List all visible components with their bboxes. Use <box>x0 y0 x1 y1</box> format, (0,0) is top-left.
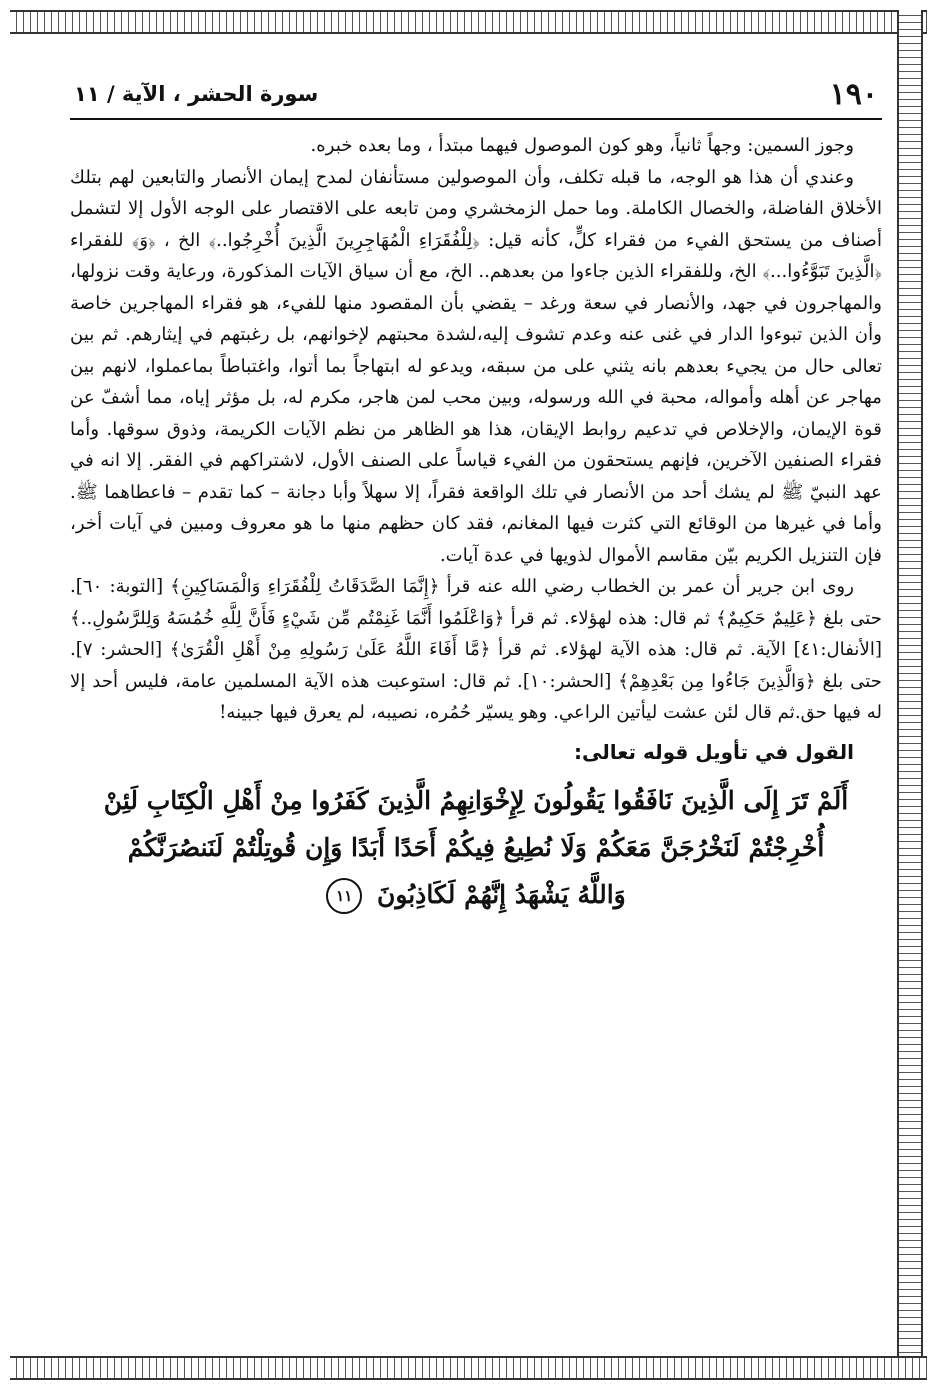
section-heading: القول في تأويل قوله تعالى: <box>574 739 854 764</box>
page-border-right <box>897 10 923 1380</box>
page-header <box>70 70 882 120</box>
page-border-top <box>10 10 927 34</box>
page-number: ١٩٠ <box>829 76 878 112</box>
body-text <box>70 130 882 729</box>
running-title: سورة الحشر ، الآية / ١١ <box>74 82 319 106</box>
quran-verse <box>70 777 882 918</box>
page-border-bottom <box>10 1356 927 1380</box>
verse-line: أُخْرِجْتُمْ لَنَخْرُجَنَّ مَعَكُمْ وَلَا نُطِيعُ فِيكُمْ أَحَدًا أَبَدًا وَإِن قُوتِلْتُمْ لَنَنصُرَنَّكُمْ <box>127 832 825 862</box>
verse-line: أَلَمْ تَرَ إِلَى الَّذِينَ نَافَقُوا يَقُولُونَ لِإِخْوَانِهِمُ الَّذِينَ كَفَرُوا مِنْ أَهْلِ الْكِتَابِ لَئِنْ <box>103 785 849 815</box>
book-page <box>70 70 882 918</box>
paragraph: وجوز السمين: وجهاً ثانياً، وهو كون الموصول فيهما مبتدأ ، وما بعده خبره. <box>310 135 854 156</box>
paragraph: وعندي أن هذا هو الوجه، ما قبله تكلف، وأن الموصولين مستأنفان لمدح إيمان الأنصار والتابعين لهم بتلك الأخلاق الفاضلة، والخصال الكاملة. وما حمل الزمخشري ومن تابعه على الاقتصار على الوجه الأول إلا لتشمل أصناف من يستحق الفيء من فقراء كلٍّ، كأنه قيل: ﴿لِلْفُقَرَاءِ الْمُهَاجِرِينَ الَّذِينَ أُخْرِجُوا..﴾ الخ ، ﴿وَ﴾ للفقراء ﴿الَّذِينَ تَبَوَّءُوا...﴾ الخ، وللفقراء الذين جاءوا من بعدهم.. الخ، مع أن سياق الآيات المذكورة، ورعاية وقت نزولها، والمهاجرون في جهد، والأنصار في سعة ورغد – يقضي بأن المقصود منها للفيء، هو فقراء المهاجرين خاصة وأن الذين تبوءوا الدار في غنى عنه وعدم تشوف إليه،لشدة محبتهم لإخوانهم، بل رغبتهم في إيثارهم. ثم بين تعالى حال من يجيء بعدهم بانه يثني على من سبقه، ويدعو له ابتهاجاً بما أتوا، واغتباطاً بماعملوا، لانهم بين مهاجر عن أهله وأمواله، محبة في الله ورسوله، وبين محب لمن هاجر، مكرم له، بل مؤثر إياه، مما أشفّ عن قوة الإيمان، والإخلاص في تدعيم روابط الإيقان، هذا هو الظاهر من نظم الآيات الكريمة، وذوق سوقها. وأما فقراء الصنفين الآخرين، فإنهم يستحقون من الفيء قياساً على الصنف الأول، لاشتراكهم في الفقر. إلا انه في عهد النبيّ ﷺ لم يشك أحد من الأنصار في تلك الواقعة فقراً، إلا سهلاً وأبا دجانة – كما تقدم – فاعطاهما ﷺ. وأما في غيرها من الوقائع التي كثرت فيها المغانم، فقد كان حظهم منها ما هو معروف ومبين في آيات أخر، فإن التنزيل الكريم بيّن مقاسم الأموال لذويها في عدة آيات. <box>70 166 882 566</box>
verse-line-text: وَاللَّهُ يَشْهَدُ إِنَّهُمْ لَكَاذِبُونَ <box>376 879 626 909</box>
paragraph: روى ابن جرير أن عمر بن الخطاب رضي الله عنه قرأ ﴿إِنَّمَا الصَّدَقَاتُ لِلْفُقَرَاءِ وَالْمَسَاكِينِ﴾ [التوبة: ٦٠]. حتى بلغ ﴿عَلِيمٌ حَكِيمٌ﴾ ثم قال: هذه لهؤلاء. ثم قرأ ﴿وَاعْلَمُوا أَنَّمَا غَنِمْتُم مِّن شَيْءٍ فَأَنَّ لِلَّهِ خُمُسَهُ وَلِلرَّسُولِ..﴾ [الأنفال:٤١] الآية. ثم قال: هذه الآية لهؤلاء. ثم قرأ ﴿مَّا أَفَاءَ اللَّهُ عَلَىٰ رَسُولِهِ مِنْ أَهْلِ الْقُرَىٰ﴾ [الحشر: ٧]. حتى بلغ ﴿وَالَّذِينَ جَاءُوا مِن بَعْدِهِمْ﴾ [الحشر:١٠]. ثم قال: استوعبت هذه الآية المسلمين عامة، فليس أحد إلا له فيها حق.ثم قال لئن عشت ليأتين الراعي. وهو يسيّر حُمُره، نصيبه، لم يعرق فيها جبينه! <box>70 576 883 723</box>
verse-line-last <box>70 871 882 918</box>
ayah-number-marker: ١١ <box>326 878 362 914</box>
